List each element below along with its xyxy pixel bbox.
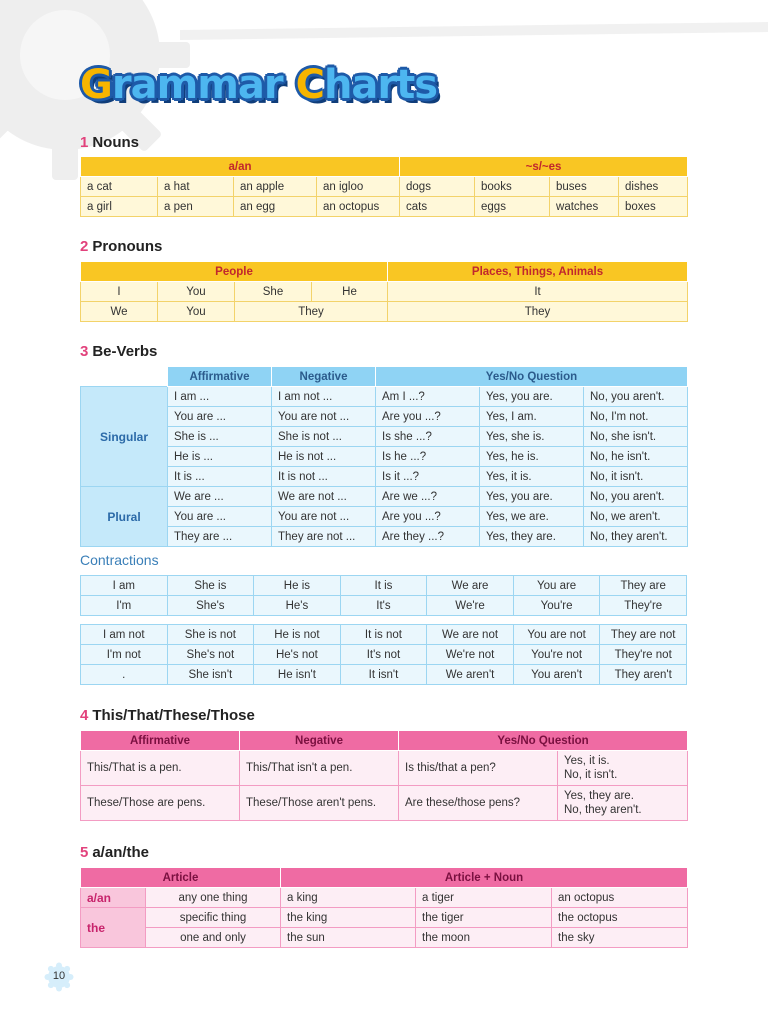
section-number: 2 bbox=[80, 238, 89, 255]
table-row bbox=[81, 786, 688, 821]
table-cell: It's bbox=[340, 596, 427, 616]
table-cell: Yes, you are. bbox=[480, 487, 584, 507]
table-cell: They are not bbox=[600, 625, 687, 645]
contractions-table-2 bbox=[80, 624, 687, 685]
table-cell: No, I'm not. bbox=[584, 407, 688, 427]
table-cell: It bbox=[388, 282, 688, 302]
table-cell: I'm not bbox=[81, 645, 168, 665]
contractions-heading: Contractions bbox=[80, 552, 159, 568]
table-cell: a hat bbox=[158, 177, 234, 197]
section-number: 5 bbox=[80, 844, 89, 861]
section-title: This/That/These/Those bbox=[92, 707, 255, 724]
table-row bbox=[81, 387, 688, 407]
table-cell: dishes bbox=[619, 177, 688, 197]
table-cell: a king bbox=[281, 888, 416, 908]
title-part-rammar: rammar bbox=[111, 62, 296, 108]
pronouns-table bbox=[80, 261, 688, 322]
table-row bbox=[81, 302, 688, 322]
table-cell: watches bbox=[550, 197, 619, 217]
section-4-heading bbox=[80, 707, 255, 724]
table-cell: She's bbox=[167, 596, 254, 616]
table-cell: You aren't bbox=[513, 665, 600, 685]
table-cell: a cat bbox=[81, 177, 158, 197]
table-cell: Are we ...? bbox=[376, 487, 480, 507]
table-row bbox=[81, 197, 688, 217]
contractions-table-1 bbox=[80, 575, 687, 616]
section-number: 1 bbox=[80, 134, 89, 151]
section-title: Pronouns bbox=[92, 238, 163, 255]
table-cell: I am not ... bbox=[272, 387, 376, 407]
table-cell: I am ... bbox=[168, 387, 272, 407]
table-row bbox=[81, 282, 688, 302]
table-row bbox=[81, 751, 688, 786]
top-band-decoration bbox=[0, 0, 768, 60]
table-cell: No, you aren't. bbox=[584, 487, 688, 507]
table-cell: one and only bbox=[146, 928, 281, 948]
table-header: ~s/~es bbox=[400, 157, 688, 177]
table-cell: You are not ... bbox=[272, 407, 376, 427]
table-cell: It is not ... bbox=[272, 467, 376, 487]
table-header: Yes/No Question bbox=[399, 731, 688, 751]
table-cell: . bbox=[81, 665, 168, 685]
table-cell: She's not bbox=[167, 645, 254, 665]
table-row bbox=[81, 487, 688, 507]
table-header: Affirmative bbox=[81, 731, 240, 751]
table-cell: Yes, it is. bbox=[480, 467, 584, 487]
table-cell: She isn't bbox=[167, 665, 254, 685]
table-cell: Is it ...? bbox=[376, 467, 480, 487]
table-header: Places, Things, Animals bbox=[388, 262, 688, 282]
table-cell: Yes, she is. bbox=[480, 427, 584, 447]
table-row bbox=[81, 596, 687, 616]
page-number bbox=[44, 962, 74, 992]
table-cell: These/Those aren't pens. bbox=[240, 786, 399, 821]
table-cell: They aren't bbox=[600, 665, 687, 685]
table-cell: an octopus bbox=[552, 888, 688, 908]
page-number-text: 10 bbox=[52, 970, 66, 982]
table-cell: He isn't bbox=[254, 665, 341, 685]
table-cell: Yes, they are. bbox=[480, 527, 584, 547]
table-cell: Yes, you are. bbox=[480, 387, 584, 407]
table-cell: It isn't bbox=[340, 665, 427, 685]
table-cell: You are not ... bbox=[272, 507, 376, 527]
table-cell: a tiger bbox=[416, 888, 552, 908]
table-cell: He's not bbox=[254, 645, 341, 665]
table-row bbox=[81, 447, 688, 467]
table-cell: He is bbox=[254, 576, 341, 596]
table-header: Negative bbox=[240, 731, 399, 751]
table-row bbox=[81, 527, 688, 547]
table-cell: They are not ... bbox=[272, 527, 376, 547]
table-header: Yes/No Question bbox=[376, 367, 688, 387]
table-cell: He bbox=[312, 282, 388, 302]
table-row bbox=[81, 507, 688, 527]
table-cell: an igloo bbox=[317, 177, 400, 197]
table-cell: It is not bbox=[340, 625, 427, 645]
row-group-label: the bbox=[81, 908, 146, 948]
table-header: People bbox=[81, 262, 388, 282]
table-cell: I'm bbox=[81, 596, 168, 616]
table-cell: the sun bbox=[281, 928, 416, 948]
title-letter-c: C bbox=[295, 62, 324, 108]
articles-table bbox=[80, 867, 688, 948]
table-cell: Are you ...? bbox=[376, 507, 480, 527]
table-cell: We're not bbox=[427, 645, 514, 665]
table-row bbox=[81, 665, 687, 685]
table-header: a/an bbox=[81, 157, 400, 177]
table-cell: specific thing bbox=[146, 908, 281, 928]
table-cell: the tiger bbox=[416, 908, 552, 928]
table-cell: boxes bbox=[619, 197, 688, 217]
table-row bbox=[81, 467, 688, 487]
table-cell: We are bbox=[427, 576, 514, 596]
table-cell bbox=[558, 751, 688, 786]
table-cell: You bbox=[158, 302, 235, 322]
section-title: a/an/the bbox=[92, 844, 150, 861]
answer-yes: Yes, it is. bbox=[564, 755, 610, 767]
table-cell: You bbox=[158, 282, 235, 302]
table-cell: You're not bbox=[513, 645, 600, 665]
table-row bbox=[81, 576, 687, 596]
table-cell: No, we aren't. bbox=[584, 507, 688, 527]
answer-no: No, it isn't. bbox=[564, 769, 618, 781]
table-cell: No, she isn't. bbox=[584, 427, 688, 447]
table-cell: You are not bbox=[513, 625, 600, 645]
table-cell: They bbox=[235, 302, 388, 322]
table-cell: No, you aren't. bbox=[584, 387, 688, 407]
section-title: Be-Verbs bbox=[92, 343, 158, 360]
nouns-table bbox=[80, 156, 688, 217]
table-cell: We aren't bbox=[427, 665, 514, 685]
be-verbs-table bbox=[80, 366, 688, 547]
table-cell: No, it isn't. bbox=[584, 467, 688, 487]
table-cell: You're bbox=[513, 596, 600, 616]
table-cell: an octopus bbox=[317, 197, 400, 217]
table-cell: They are ... bbox=[168, 527, 272, 547]
table-cell: These/Those are pens. bbox=[81, 786, 240, 821]
table-row bbox=[81, 908, 688, 928]
table-cell: dogs bbox=[400, 177, 475, 197]
table-cell: We are ... bbox=[168, 487, 272, 507]
table-cell: You are ... bbox=[168, 507, 272, 527]
table-cell: You are bbox=[513, 576, 600, 596]
table-cell: We're bbox=[427, 596, 514, 616]
table-cell: Is this/that a pen? bbox=[399, 751, 558, 786]
table-cell: Are you ...? bbox=[376, 407, 480, 427]
table-cell: It's not bbox=[340, 645, 427, 665]
table-cell: cats bbox=[400, 197, 475, 217]
table-row bbox=[81, 625, 687, 645]
table-row bbox=[81, 407, 688, 427]
section-5-heading bbox=[80, 844, 149, 861]
table-cell: He's bbox=[254, 596, 341, 616]
title-letter-g: G bbox=[80, 62, 112, 108]
table-cell bbox=[558, 786, 688, 821]
table-cell: This/That is a pen. bbox=[81, 751, 240, 786]
table-cell: Is she ...? bbox=[376, 427, 480, 447]
table-cell: I am bbox=[81, 576, 168, 596]
row-group-label: a/an bbox=[81, 888, 146, 908]
table-row bbox=[81, 427, 688, 447]
table-cell: Yes, I am. bbox=[480, 407, 584, 427]
table-cell: We are not bbox=[427, 625, 514, 645]
table-cell: Are these/those pens? bbox=[399, 786, 558, 821]
corner-blank bbox=[81, 367, 168, 387]
table-cell: It is bbox=[340, 576, 427, 596]
table-cell: We bbox=[81, 302, 158, 322]
demonstratives-table bbox=[80, 730, 688, 821]
table-cell: books bbox=[475, 177, 550, 197]
table-header: Negative bbox=[272, 367, 376, 387]
answer-yes: Yes, they are. bbox=[564, 790, 634, 802]
table-cell: She is ... bbox=[168, 427, 272, 447]
table-header: Affirmative bbox=[168, 367, 272, 387]
table-cell: any one thing bbox=[146, 888, 281, 908]
table-cell: I bbox=[81, 282, 158, 302]
table-cell: They're bbox=[600, 596, 687, 616]
table-cell: He is not ... bbox=[272, 447, 376, 467]
table-cell: She is not ... bbox=[272, 427, 376, 447]
table-cell: Yes, we are. bbox=[480, 507, 584, 527]
table-cell: It is ... bbox=[168, 467, 272, 487]
table-cell: buses bbox=[550, 177, 619, 197]
table-cell: I am not bbox=[81, 625, 168, 645]
table-cell: He is ... bbox=[168, 447, 272, 467]
table-cell: Am I ...? bbox=[376, 387, 480, 407]
table-header: Article + Noun bbox=[281, 868, 688, 888]
table-cell: This/That isn't a pen. bbox=[240, 751, 399, 786]
table-cell: They bbox=[388, 302, 688, 322]
section-number: 3 bbox=[80, 343, 89, 360]
table-cell: eggs bbox=[475, 197, 550, 217]
table-cell: Is he ...? bbox=[376, 447, 480, 467]
section-2-heading bbox=[80, 238, 162, 255]
table-cell: an apple bbox=[234, 177, 317, 197]
table-cell: an egg bbox=[234, 197, 317, 217]
table-row bbox=[81, 888, 688, 908]
table-cell: Are they ...? bbox=[376, 527, 480, 547]
table-cell: the octopus bbox=[552, 908, 688, 928]
title-part-harts: harts bbox=[323, 62, 438, 108]
table-cell: She bbox=[235, 282, 312, 302]
table-cell: She is bbox=[167, 576, 254, 596]
table-cell: They are bbox=[600, 576, 687, 596]
row-group-label: Plural bbox=[81, 487, 168, 547]
table-cell: She is not bbox=[167, 625, 254, 645]
table-header: Article bbox=[81, 868, 281, 888]
table-cell: the moon bbox=[416, 928, 552, 948]
table-cell: the king bbox=[281, 908, 416, 928]
section-3-heading bbox=[80, 343, 157, 360]
page-title bbox=[80, 62, 437, 108]
answer-no: No, they aren't. bbox=[564, 804, 642, 816]
row-group-label: Singular bbox=[81, 387, 168, 487]
table-cell: He is not bbox=[254, 625, 341, 645]
table-row bbox=[81, 928, 688, 948]
section-title: Nouns bbox=[92, 134, 140, 151]
section-number: 4 bbox=[80, 707, 89, 724]
table-cell: Yes, he is. bbox=[480, 447, 584, 467]
table-cell: a girl bbox=[81, 197, 158, 217]
table-cell: You are ... bbox=[168, 407, 272, 427]
table-cell: They're not bbox=[600, 645, 687, 665]
table-row bbox=[81, 645, 687, 665]
table-row bbox=[81, 177, 688, 197]
section-1-heading bbox=[80, 134, 139, 151]
table-cell: No, he isn't. bbox=[584, 447, 688, 467]
table-cell: a pen bbox=[158, 197, 234, 217]
table-cell: No, they aren't. bbox=[584, 527, 688, 547]
table-cell: We are not ... bbox=[272, 487, 376, 507]
table-cell: the sky bbox=[552, 928, 688, 948]
